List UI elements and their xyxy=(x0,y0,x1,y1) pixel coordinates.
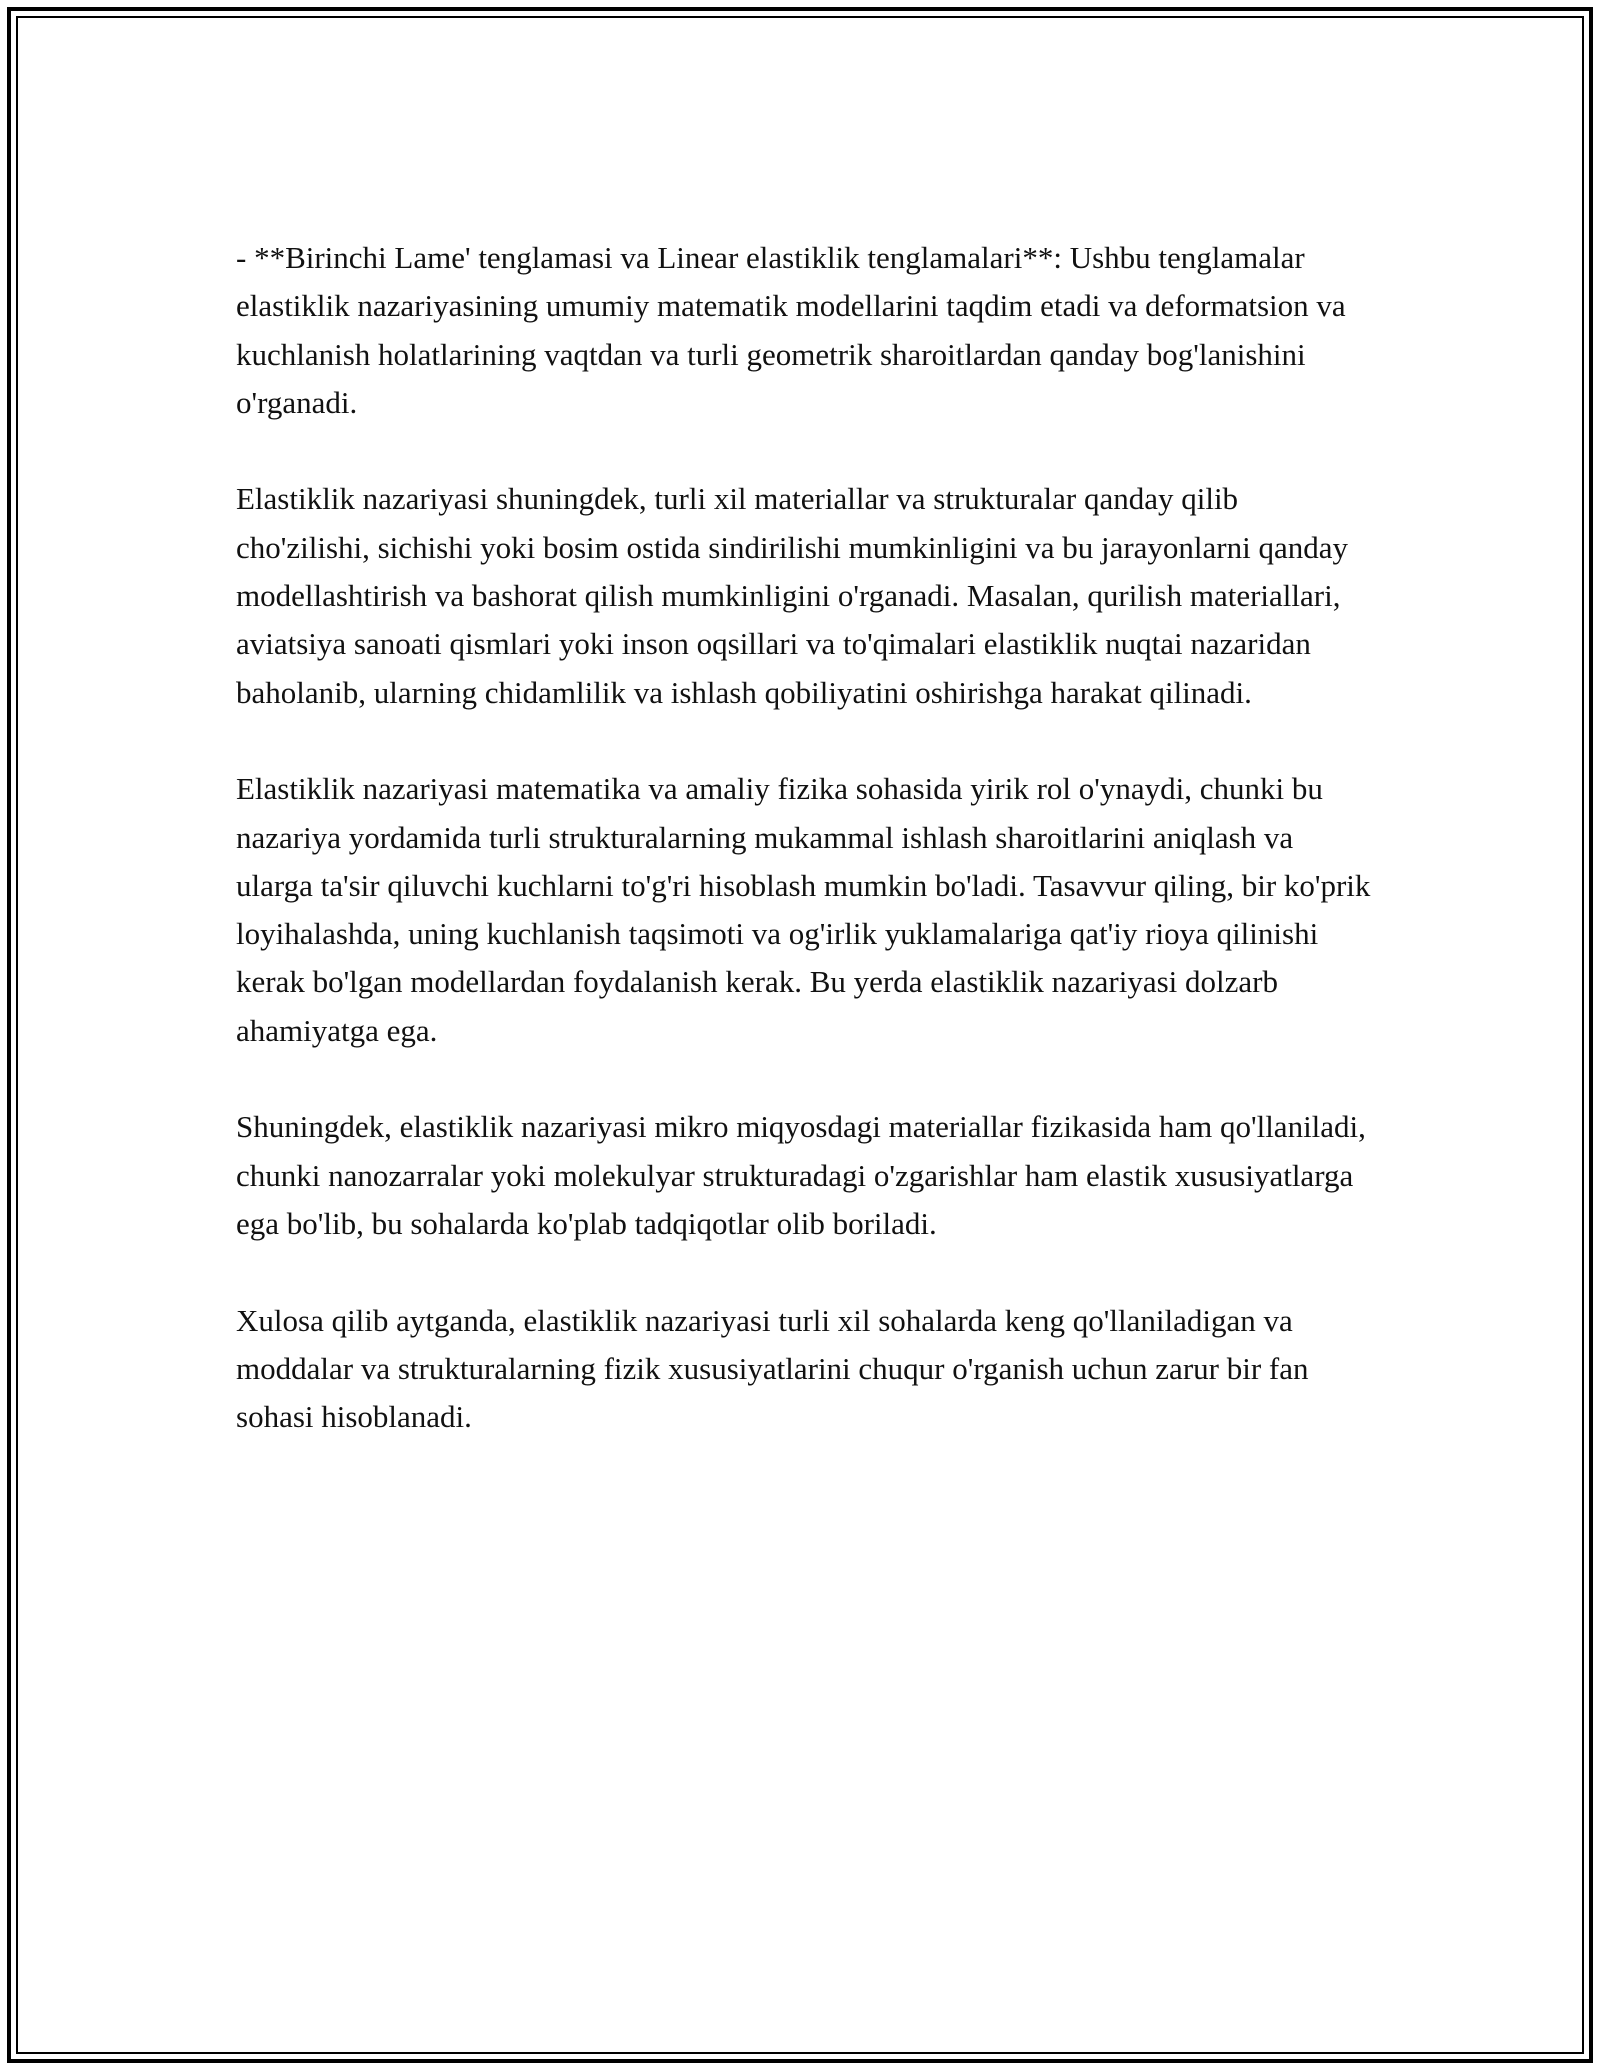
paragraph-applied-physics-role: Elastiklik nazariyasi matematika va amaliy fizika sohasida yirik rol o'ynaydi, chunki bu nazariya yordamida turli strukturalarning mukammal ishlash sharoitlarini aniqlash va ularga ta'sir qiluvchi kuchlarni to'g'ri hisoblash mumkin bo'ladi. Tasavvur qiling, bir ko'prik loyihalashda, uning kuchlanish taqsimoti va og'irlik yuklamalariga qat'iy rioya qilinishi kerak bo'lgan modellardan foydalanish kerak. Bu yerda elastiklik nazariyasi dolzarb ahamiyatga ega. xyxy=(236,771,1371,1048)
paragraph-micro-scale: Shuningdek, elastiklik nazariyasi mikro miqyosdagi materiallar fizikasida ham qo'llaniladi, chunki nanozarralar yoki molekulyar strukturadagi o'zgarishlar ham elastik xususiyatlarga ega bo'lib, bu sohalarda ko'plab tadqiqotlar olib boriladi. xyxy=(236,1109,1366,1241)
paragraph-materials-deformation: Elastiklik nazariyasi shuningdek, turli xil materiallar va strukturalar qanday qilib cho'zilishi, sichishi yoki bosim ostida sindirilishi mumkinligini va bu jarayonlarni qanday modellashtirish va bashorat qilish mumkinligini o'rganadi. Masalan, qurilish materiallari, aviatsiya sanoati qismlari yoki inson oqsillari va to'qimalari elastiklik nuqtai nazaridan baholanib, ularning chidamlilik va ishlash qobiliyatini oshirishga harakat qilinadi. xyxy=(236,481,1349,710)
paragraph-conclusion: Xulosa qilib aytganda, elastiklik nazariyasi turli xil sohalarda keng qo'llaniladigan va moddalar va strukturalarning fizik xususiyatlarini chuqur o'rganish uchun zarur bir fan sohasi hisoblanadi. xyxy=(236,1302,1309,1435)
paragraph-lame-equations: - **Birinchi Lame' tenglamasi va Linear elastiklik tenglamalari**: Ushbu tenglamalar elastiklik nazariyasining umumiy matematik modellarini taqdim etadi va deformatsion va kuchlanish holatlarining vaqtdan va turli geometrik sharoitlardan qanday bog'lanishini o'rganadi. xyxy=(236,240,1346,420)
document-body xyxy=(236,234,1376,1441)
